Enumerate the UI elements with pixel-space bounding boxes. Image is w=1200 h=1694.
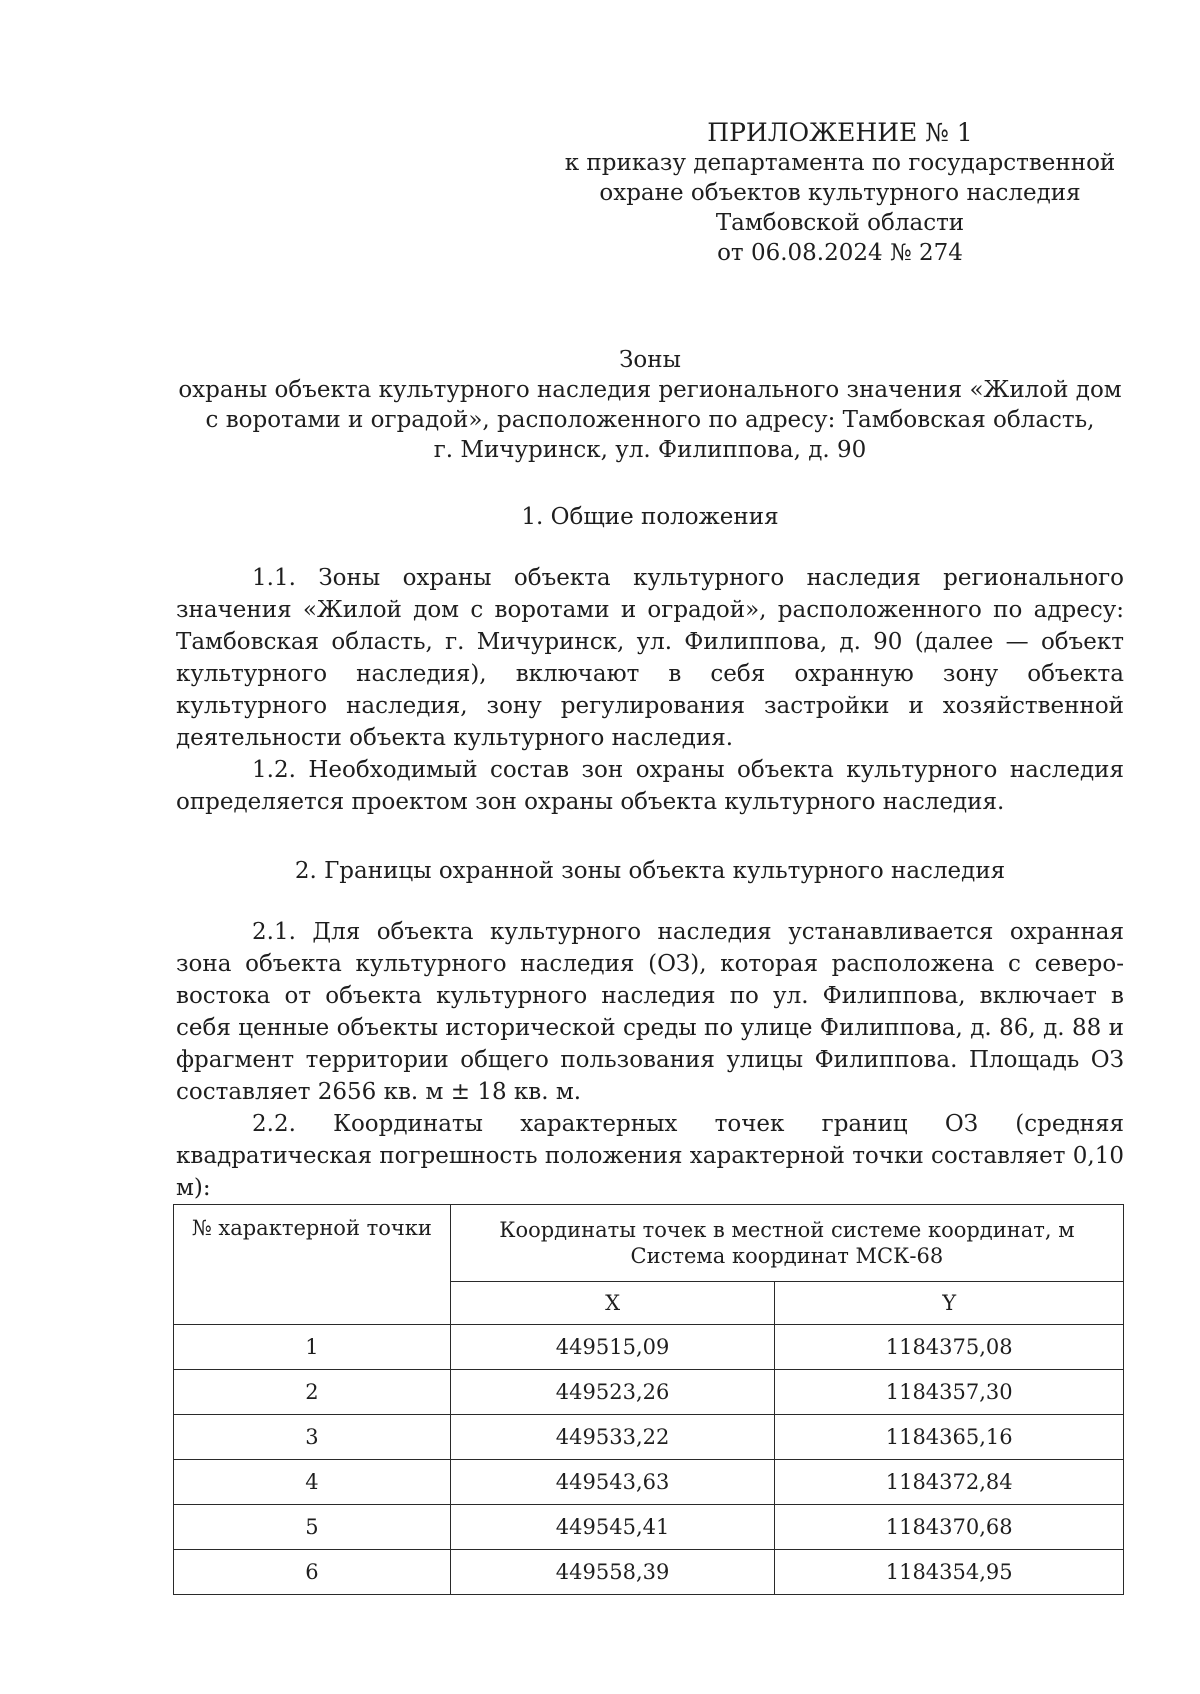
title-line: с воротами и оградой», расположенного по адресу: Тамбовская область, xyxy=(205,407,1095,433)
paragraph-1-2: 1.2. Необходимый состав зон охраны объекта культурного наследия определяется проектом зон охраны объекта культурного наследия. xyxy=(176,757,1124,815)
table-row xyxy=(174,1460,1124,1505)
appendix-title: ПРИЛОЖЕНИЕ № 1 xyxy=(707,118,973,147)
section1-heading: 1. Общие положения xyxy=(521,504,779,530)
point-number: 3 xyxy=(174,1415,451,1460)
paragraph-1-1: 1.1. Зоны охраны объекта культурного наследия регионального значения «Жилой дом с воротами и оградой», расположенного по адресу: Тамбовская область, г. Мичуринск, ул. Филиппова, д. 90 (далее — объект культурного наследия), включают в себя охранную зону объекта культурного наследия, зону регулирования застройки и хозяйственной деятельности объекта культурного наследия. xyxy=(176,565,1124,751)
header-system-name: Система координат МСК-68 xyxy=(630,1244,944,1268)
header-y: Y xyxy=(775,1282,1124,1325)
header-x: X xyxy=(450,1282,775,1325)
coord-x: 449533,22 xyxy=(450,1415,775,1460)
coord-y: 1184372,84 xyxy=(775,1460,1124,1505)
document-title xyxy=(175,345,1125,465)
coord-x: 449543,63 xyxy=(450,1460,775,1505)
coord-y: 1184357,30 xyxy=(775,1370,1124,1415)
coord-x: 449515,09 xyxy=(450,1325,775,1370)
table-row xyxy=(174,1325,1124,1370)
header-coordinate-system xyxy=(450,1205,1123,1282)
point-number: 6 xyxy=(174,1550,451,1595)
title-line: Зоны xyxy=(619,347,681,373)
table-row xyxy=(174,1505,1124,1550)
section2-heading: 2. Границы охранной зоны объекта культурного наследия xyxy=(294,858,1006,884)
appendix-order-line: охране объектов культурного наследия xyxy=(599,180,1081,206)
coord-x: 449558,39 xyxy=(450,1550,775,1595)
coord-y: 1184375,08 xyxy=(775,1325,1124,1370)
table-row xyxy=(174,1550,1124,1595)
appendix-region: Тамбовской области xyxy=(715,210,965,236)
coord-x: 449523,26 xyxy=(450,1370,775,1415)
title-line: охраны объекта культурного наследия регионального значения «Жилой дом xyxy=(178,377,1122,403)
appendix-block xyxy=(560,118,1120,268)
coord-y: 1184354,95 xyxy=(775,1550,1124,1595)
point-number: 2 xyxy=(174,1370,451,1415)
title-line: г. Мичуринск, ул. Филиппова, д. 90 xyxy=(433,437,867,463)
paragraph-2-1: 2.1. Для объекта культурного наследия устанавливается охранная зона объекта культурного наследия (ОЗ), которая расположена с северо-востока от объекта культурного наследия по ул. Филиппова, включает в себя ценные объекты исторической среды по улице Филиппова, д. 86, д. 88 и фрагмент территории общего пользования улицы Филиппова. Площадь ОЗ составляет 2656 кв. м ± 18 кв. м. xyxy=(176,919,1124,1105)
appendix-order-line: к приказу департамента по государственной xyxy=(564,150,1116,176)
table-row xyxy=(174,1415,1124,1460)
point-number: 1 xyxy=(174,1325,451,1370)
point-number: 5 xyxy=(174,1505,451,1550)
paragraph-2-2: 2.2. Координаты характерных точек границ ОЗ (средняя квадратическая погрешность положения характерной точки составляет 0,10 м): xyxy=(176,1111,1124,1201)
coord-x: 449545,41 xyxy=(450,1505,775,1550)
header-point-number: № характерной точки xyxy=(174,1205,451,1325)
appendix-date-number: от 06.08.2024 № 274 xyxy=(717,240,963,266)
coord-y: 1184370,68 xyxy=(775,1505,1124,1550)
point-number: 4 xyxy=(174,1460,451,1505)
header-system-line: Координаты точек в местной системе координат, м xyxy=(499,1218,1075,1242)
table-row xyxy=(174,1370,1124,1415)
coordinates-table xyxy=(173,1204,1124,1595)
coord-y: 1184365,16 xyxy=(775,1415,1124,1460)
